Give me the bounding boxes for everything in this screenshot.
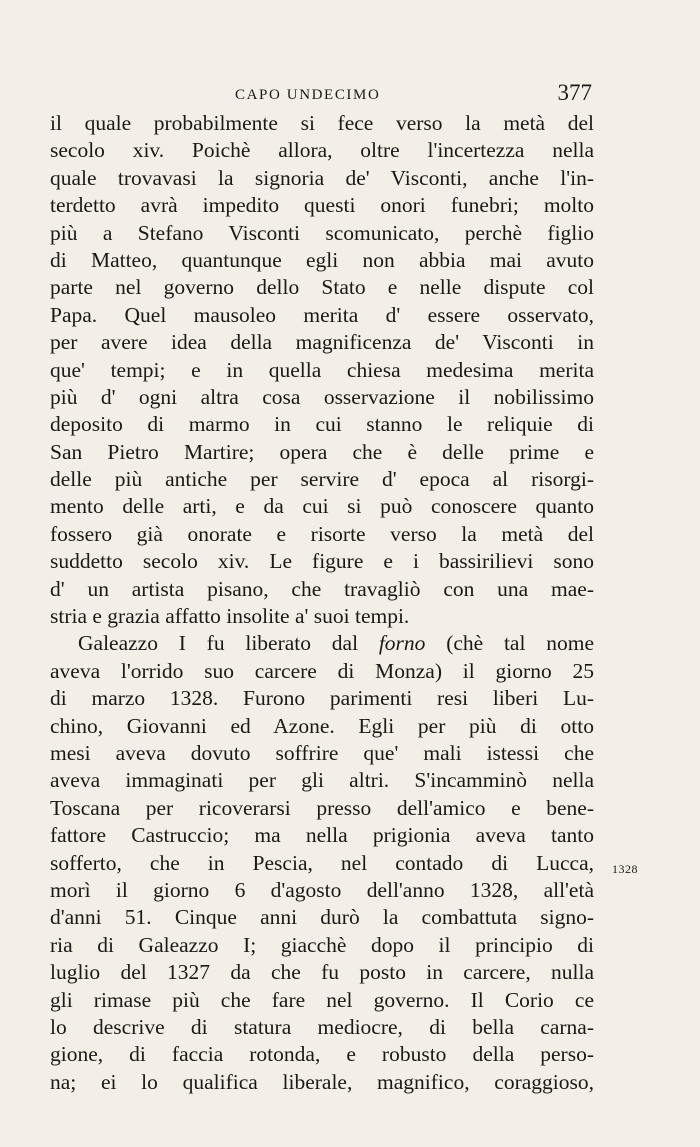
text-line: di marzo 1328. Furono parimenti resi liberi Lu- bbox=[50, 686, 594, 711]
text-line: parte nel governo dello Stato e nelle dispute col bbox=[50, 275, 594, 300]
text-line: na; ei lo qualifica liberale, magnifico, coraggioso, bbox=[50, 1069, 594, 1094]
text-line: più d' ogni altra cosa osservazione il nobilissimo bbox=[50, 384, 594, 409]
text-line: gione, di faccia rotonda, e robusto della perso- bbox=[50, 1042, 594, 1067]
text-line: delle più antiche per servire d' epoca al risorgi- bbox=[50, 467, 594, 492]
text-line: suddetto secolo xiv. Le figure e i bassirilievi sono bbox=[50, 549, 594, 574]
text-line: d'anni 51. Cinque anni durò la combattuta signo- bbox=[50, 905, 594, 930]
text-line: Toscana per ricoverarsi presso dell'amico e bene- bbox=[50, 795, 594, 820]
text-line: più a Stefano Visconti scomunicato, perchè figlio bbox=[50, 220, 594, 245]
page-number: 377 bbox=[557, 80, 592, 105]
text-line: mesi aveva dovuto soffrire que' mali istessi che bbox=[50, 740, 594, 765]
chapter-title: CAPO UNDECIMO bbox=[235, 87, 381, 103]
text-line: morì il giorno 6 d'agosto dell'anno 1328, all'età bbox=[50, 877, 594, 902]
text-line: di Matteo, quantunque egli non abbia mai avuto bbox=[50, 247, 594, 272]
text-line: per avere idea della magnificenza de' Visconti in bbox=[50, 330, 594, 355]
text-line: aveva l'orrido suo carcere di Monza) il giorno 25 bbox=[50, 658, 594, 683]
text-line: mento delle arti, e da cui si può conoscere quanto bbox=[50, 494, 594, 519]
text-line: sofferto, che in Pescia, nel contado di Lucca, bbox=[50, 850, 594, 875]
text-line: secolo xiv. Poichè allora, oltre l'incertezza nella bbox=[50, 138, 594, 163]
margin-year-note: 1328 bbox=[612, 862, 638, 876]
text-line: terdetto avrà impedito questi onori funebri; molto bbox=[50, 193, 594, 218]
text-line: luglio del 1327 da che fu posto in carcere, nulla bbox=[50, 960, 594, 985]
text-line: que' tempi; e in quella chiesa medesima merita bbox=[50, 357, 594, 382]
text-line: lo descrive di statura mediocre, di bella carna- bbox=[50, 1014, 594, 1039]
text-line: ria di Galeazzo I; giacchè dopo il principio di bbox=[50, 932, 594, 957]
italic-word: forno bbox=[378, 631, 426, 656]
running-head bbox=[48, 80, 592, 108]
text-line: d' un artista pisano, che travagliò con una mae- bbox=[50, 576, 594, 601]
text-line: il quale probabilmente si fece verso la metà del bbox=[50, 111, 594, 135]
body-text bbox=[50, 110, 594, 1096]
text-line: quale trovavasi la signoria de' Visconti, anche l'in- bbox=[50, 165, 594, 190]
text-line: stria e grazia affatto insolite a' suoi tempi. bbox=[50, 604, 410, 629]
text-line: deposito di marmo in cui stanno le reliquie di bbox=[50, 412, 594, 437]
text-line: San Pietro Martire; opera che è delle prime e bbox=[50, 439, 594, 464]
text-line: Papa. Quel mausoleo merita d' essere osservato, bbox=[50, 302, 594, 327]
text-line: aveva immaginati per gli altri. S'incamminò nella bbox=[50, 768, 594, 793]
text-line: fossero già onorate e risorte verso la metà del bbox=[50, 521, 594, 546]
text-line: chino, Giovanni ed Azone. Egli per più di otto bbox=[50, 713, 594, 738]
paragraph-start-line: Galeazzo I fu liberato dal forno (chè tal nome bbox=[78, 631, 594, 656]
text-line: gli rimase più che fare nel governo. Il Corio ce bbox=[50, 987, 594, 1012]
text-line: fattore Castruccio; ma nella prigionia aveva tanto bbox=[50, 823, 594, 848]
